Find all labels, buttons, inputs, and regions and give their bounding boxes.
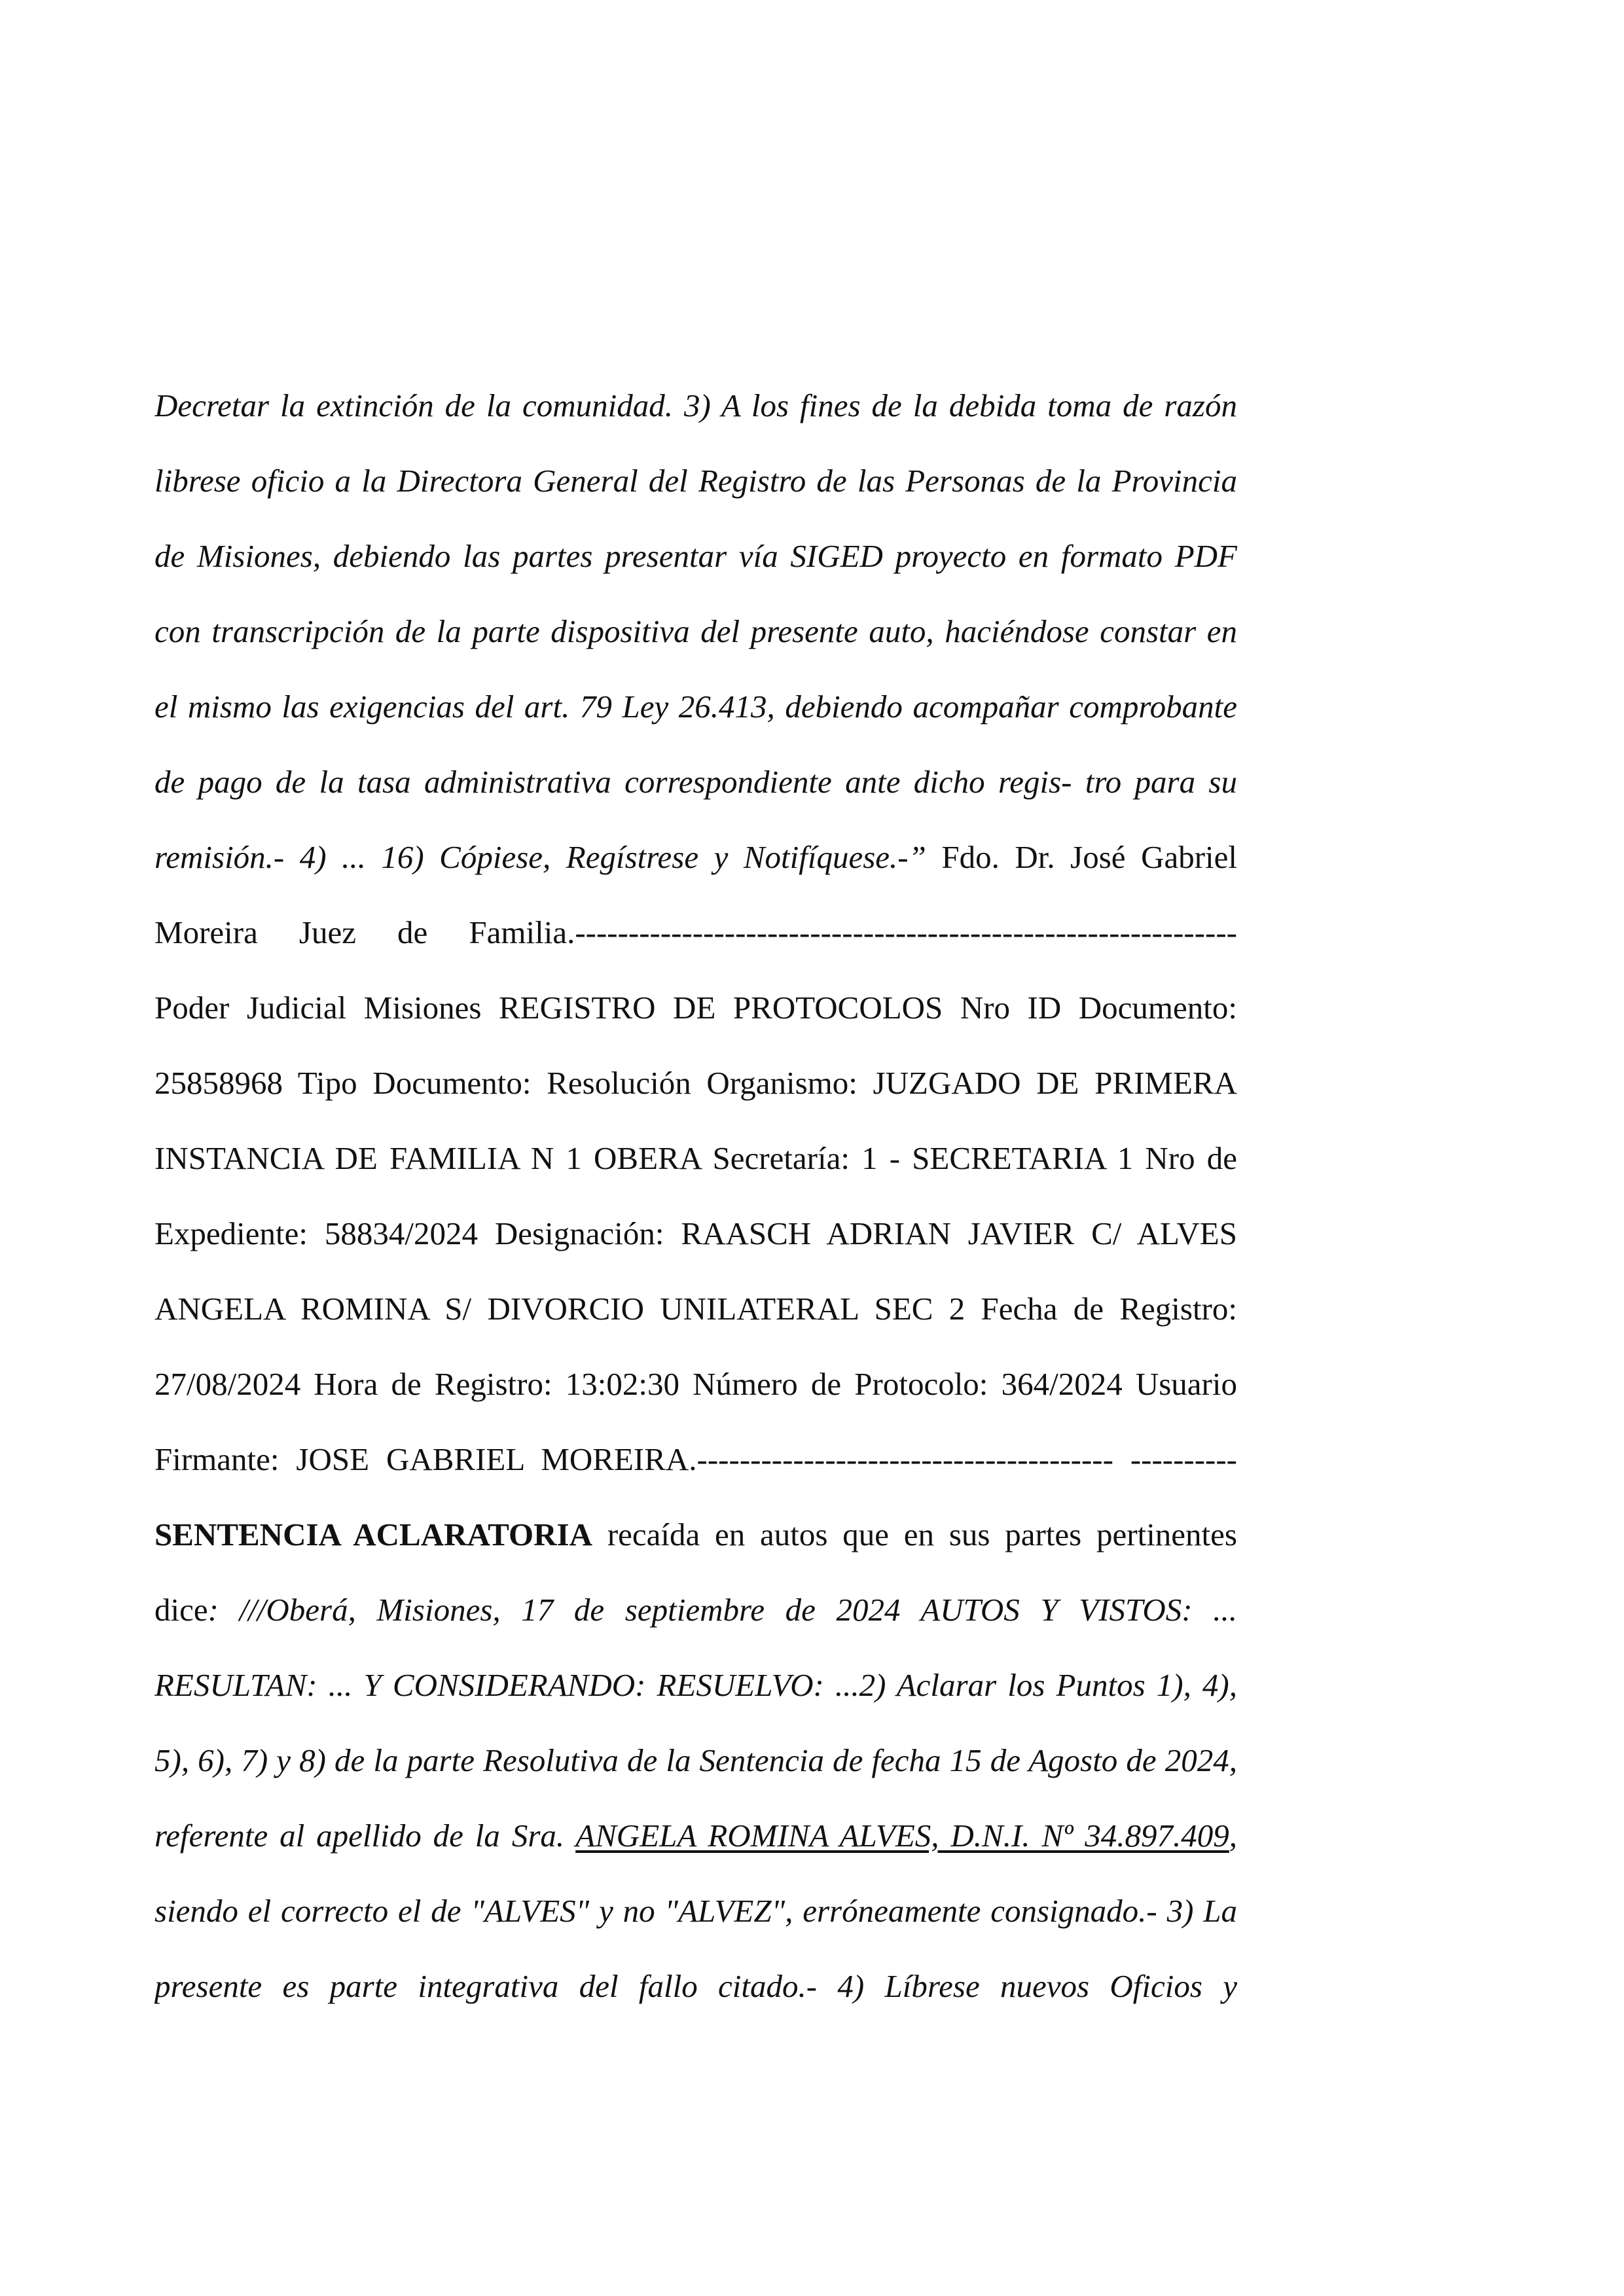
text-segment: INSTANCIA DE FAMILIA N 1 OBERA Secretaría: 1 - SECRETARIA 1 Nro de [154,1140,1237,1176]
text-segment: el mismo las exigencias del art. 79 Ley 26.413, debiendo acompañar comprobante [154,689,1237,725]
text-line [154,1204,1237,1280]
text-segment: : ///Oberá, Misiones, 17 de septiembre de 2024 AUTOS Y VISTOS: ... [208,1592,1237,1628]
text-segment: Decretar la extinción de la comunidad. 3) A los fines de la debida toma de razón [154,387,1237,423]
text-segment: referente al apellido de la Sra. [154,1818,576,1854]
text-line [154,753,1237,828]
text-segment: librese oficio a la Directora General del Registro de las Personas de la Provincia [154,463,1237,499]
text-line [154,1129,1237,1204]
document-body [154,376,1237,2032]
text-segment: siendo el correcto el de "ALVES" y no "ALVEZ", erróneamente consignado.- 3) La [154,1893,1237,1929]
text-segment: ANGELA ROMINA S/ DIVORCIO UNILATERAL SEC 2 Fecha de Registro: [154,1291,1237,1327]
text-segment: Fdo. Dr. José Gabriel [926,839,1237,875]
text-line [154,1731,1237,1806]
text-line [154,1957,1237,2032]
text-line [154,1505,1237,1581]
text-line [154,828,1237,903]
text-segment: Firmante: JOSE GABRIEL MOREIRA.--------------------------------------- ---------- [154,1441,1237,1477]
text-segment: recaída en autos que en sus partes pertinentes [592,1516,1237,1552]
text-segment: , [1229,1818,1237,1854]
text-segment: ANGELA ROMINA ALVES, D.N.I. Nº 34.897.409 [575,1818,1229,1854]
text-segment: con transcripción de la parte dispositiva del presente auto, haciéndose constar en [154,613,1237,649]
text-line [154,1280,1237,1355]
text-line [154,1355,1237,1430]
text-segment: 25858968 Tipo Documento: Resolución Organismo: JUZGADO DE PRIMERA [154,1065,1237,1101]
text-line [154,1656,1237,1731]
text-line [154,1430,1237,1505]
text-segment: presente es parte integrativa del fallo citado.- 4) Líbrese nuevos Oficios y [154,1968,1237,2004]
text-line [154,602,1237,677]
text-line [154,376,1237,452]
text-segment: de pago de la tasa administrativa correspondiente ante dicho regis- tro para su [154,764,1237,800]
text-segment: Expediente: 58834/2024 Designación: RAASCH ADRIAN JAVIER C/ ALVES [154,1215,1237,1251]
text-line [154,1882,1237,1957]
text-segment: RESULTAN: ... Y CONSIDERANDO: RESUELVO: ...2) Aclarar los Puntos 1), 4), [154,1667,1237,1703]
text-segment: 27/08/2024 Hora de Registro: 13:02:30 Número de Protocolo: 364/2024 Usuario [154,1366,1237,1402]
text-segment: 5), 6), 7) y 8) de la parte Resolutiva de la Sentencia de fecha 15 de Agosto de 2024, [154,1742,1237,1778]
text-segment: SENTENCIA ACLARATORIA [154,1516,593,1552]
text-segment: Poder Judicial Misiones REGISTRO DE PROTOCOLOS Nro ID Documento: [154,990,1237,1026]
text-line [154,1581,1237,1656]
text-segment: remisión.- 4) ... 16) Cópiese, Regístrese y Notifíquese.-” [154,839,926,875]
text-line [154,452,1237,527]
text-line [154,978,1237,1054]
text-line [154,677,1237,753]
text-segment: Moreira Juez de Familia.-------------------------------------------------------------- [154,914,1237,950]
text-segment: de Misiones, debiendo las partes presentar vía SIGED proyecto en formato PDF [154,538,1237,574]
text-line [154,1806,1237,1882]
text-line [154,1054,1237,1129]
text-line [154,903,1237,978]
text-line [154,527,1237,602]
text-segment: dice [154,1592,208,1628]
